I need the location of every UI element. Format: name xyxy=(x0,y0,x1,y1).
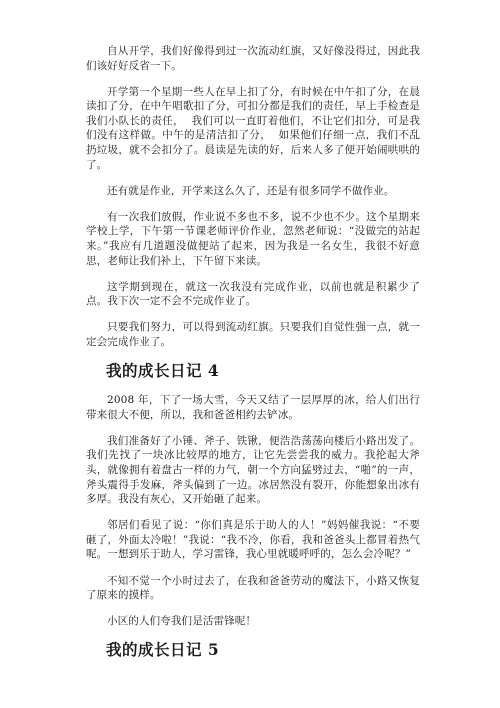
paragraph: 有一次我们放假，作业说不多也不多，说不少也不少。这个星期来学校上学，下午第一节课老师评价作业，忽然老师说：“没做完的站起来。”我应有几道题没做便站了起来，因为我是一名女生，我很不好意思，老师让我们补上，下午留下来读。 xyxy=(86,210,420,267)
paragraph: 邻居们看见了说：“你们真是乐于助人的人！”妈妈催我说：“不要砸了，外面太冷啦！”我说：“我不冷，你看，我和爸爸头上都冒着热气呢。一想到乐于助人，学习雷锋，我心里就暖呼呼的，怎么会冷呢？” xyxy=(86,519,420,561)
paragraph: 2008 年，下了一场大雪，今天又结了一层厚厚的冰，给人们出行带来很大不便，所以，我和爸爸相约去铲冰。 xyxy=(86,394,420,421)
paragraph: 开学第一个星期一些人在早上扣了分，有时候在中午扣了分，在晨读扣了分，在中午唱歌扣了分，可扣分都是我们的责任，早上手检查是我们小队长的责任， 我们可以一直盯着他们，不让它们扣分，可是我们没有这样做。中午的是清洁扣了分， 如果他们仔细一点，我们不乱扔垃圾，就不会扣分了。晨读是先读的好，后来人多了便开始闹哄哄的了。 xyxy=(86,85,420,171)
document-body xyxy=(86,44,420,672)
section-title-diary-5: 我的成长日记 5 xyxy=(106,640,220,660)
section-title-diary-4: 我的成长日记 4 xyxy=(106,361,220,381)
paragraph: 我们准备好了小锤、斧子、铁锹，便浩浩荡荡向楼后小路出发了。我们先找了一块冰比较厚的地方，让它先尝尝我的威力。我抡起大斧头，就像拥有着盘古一样的力气，朝一个方向猛劈过去，“啪”的一声，斧头震得手发麻，斧头偏到了一边。冰居然没有裂开，你能想象出冰有多厚。我没有灰心，又开始砸了起来。 xyxy=(86,434,420,506)
paragraph: 自从开学，我们好像得到过一次流动红旗，又好像没得过，因此我们该好好反省一下。 xyxy=(86,45,420,72)
paragraph: 还有就是作业，开学来这么久了，还是有很多同学不做作业。 xyxy=(107,184,395,197)
paragraph: 不知不觉一个小时过去了，在我和爸爸劳动的魔法下，小路又恢复了原来的摸样。 xyxy=(86,574,420,602)
paragraph: 只要我们努力，可以得到流动红旗。只要我们自觉性强一点，就一定会完成作业了。 xyxy=(86,321,420,348)
paragraph: 小区的人们夸我们是活雷锋呢！ xyxy=(107,615,257,628)
paragraph: 这学期到现在，就这一次我没有完成作业，以前也就是积累少了点。我下次一定不会不完成作业了。 xyxy=(86,280,420,308)
